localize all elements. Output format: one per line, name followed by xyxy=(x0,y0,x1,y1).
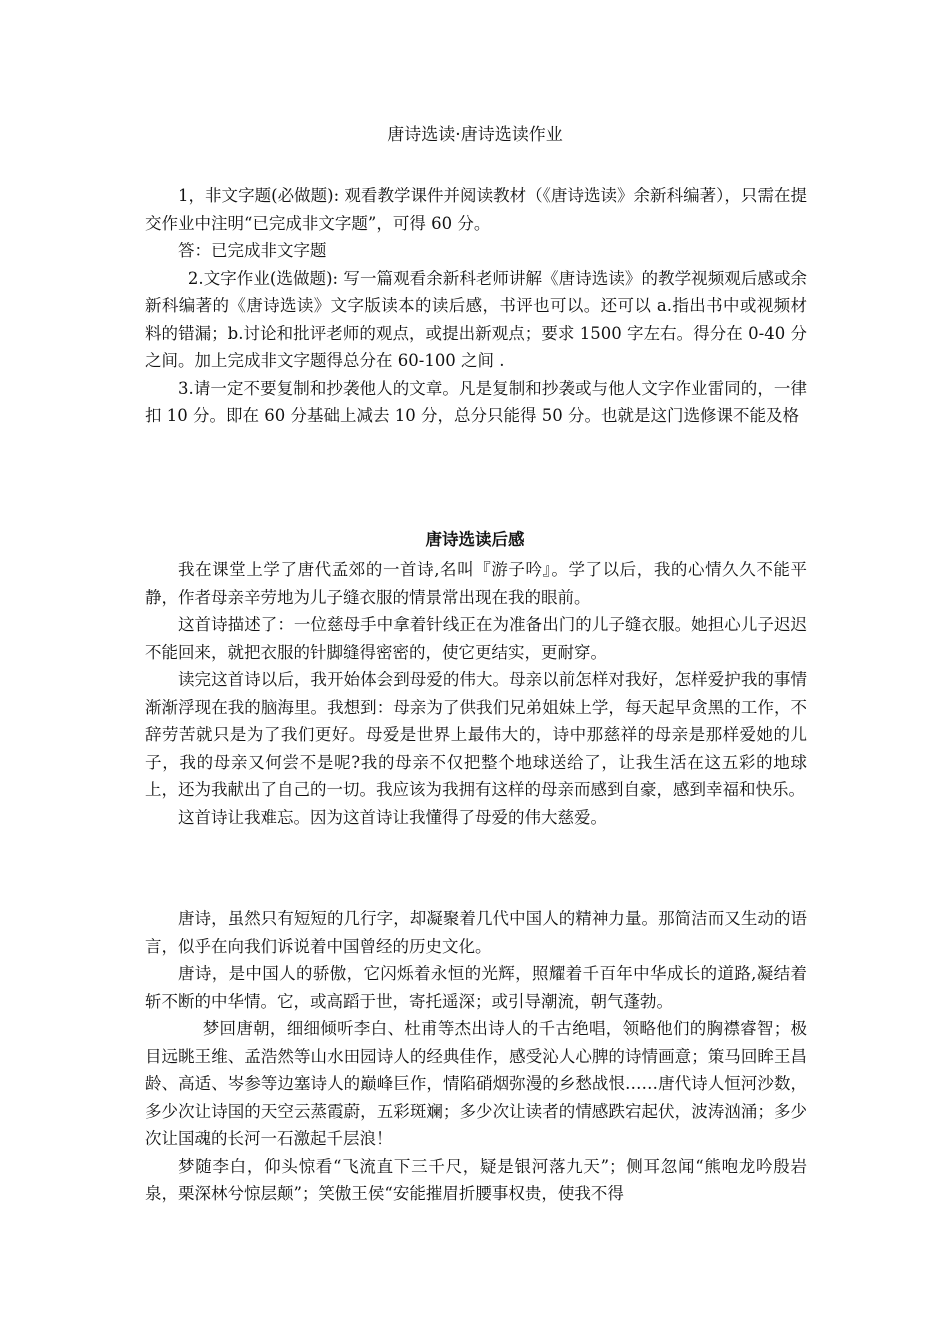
essay-paragraph: 这首诗让我难忘。因为这首诗让我懂得了母爱的伟大慈爱。 xyxy=(178,807,607,827)
essay-paragraph: 梦随李白，仰头惊看“飞流直下三千尺，疑是银河落九天”；侧耳忽闻“熊咆龙吟殷岩泉，栗深林兮惊层颠”；笑傲王侯“安能摧眉折腰事权贵，使我不得 xyxy=(145,1156,807,1203)
essay-paragraph: 我在课堂上学了唐代孟郊的一首诗,名叫『游子吟』。学了以后，我的心情久久不能平静，作者母亲辛劳地为儿子缝衣服的情景常出现在我的眼前。 xyxy=(145,560,807,607)
essay-paragraph: 这首诗描述了：一位慈母手中拿着针线正在为准备出门的儿子缝衣服。她担心儿子迟迟不能回来，就把衣服的针脚缝得密密的，使它更结实，更耐穿。 xyxy=(145,615,807,662)
instruction-1: 1，非文字题(必做题): 观看教学课件并阅读教材（《唐诗选读》余新科编著），只需在提交作业中注明“已完成非文字题”，可得 60 分。 xyxy=(145,186,807,233)
document-title: 唐诗选读·唐诗选读作业 xyxy=(387,125,563,145)
instruction-2: 2.文字作业(选做题): 写一篇观看余新科老师讲解《唐诗选读》的教学视频观后感或余新科编著的《唐诗选读》文字版读本的读后感，书评也可以。还可以 a.指出书中或视频材料的错漏；b.讨论和批评老师的观点，或提出新观点；要求 1500 字左右。得分在 0-40 分之间。加上完成非文字题得总分在 60-100 之间 . xyxy=(145,268,807,370)
essay-paragraph: 读完这首诗以后，我开始体会到母爱的伟大。母亲以前怎样对我好，怎样爱护我的事情渐渐浮现在我的脑海里。我想到：母亲为了供我们兄弟姐妹上学，每天起早贪黑的工作，不辞劳苦就只是为了我们更好。母爱是世界上最伟大的，诗中那慈祥的母亲是那样爱她的儿子，我的母亲又何尝不是呢?我的母亲不仅把整个地球送给了，让我生活在这五彩的地球上，还为我献出了自己的一切。我应该为我拥有这样的母亲而感到自豪，感到幸福和快乐。 xyxy=(145,670,807,799)
essay-heading: 唐诗选读后感 xyxy=(425,530,525,549)
essay-paragraph: 唐诗，是中国人的骄傲，它闪烁着永恒的光辉，照耀着千百年中华成长的道路,凝结着斩不断的中华情。它，或高蹈于世，寄托遥深；或引导潮流，朝气蓬勃。 xyxy=(145,964,807,1011)
essay-paragraph: 唐诗，虽然只有短短的几行字，却凝聚着几代中国人的精神力量。那简洁而又生动的语言，似乎在向我们诉说着中国曾经的历史文化。 xyxy=(145,909,807,956)
essay-part-2 xyxy=(145,905,807,1208)
instructions-section xyxy=(145,182,807,430)
essay-part-1 xyxy=(145,556,807,831)
instruction-3: 3.请一定不要复制和抄袭他人的文章。凡是复制和抄袭或与他人文字作业雷同的，一律扣 10 分。即在 60 分基础上减去 10 分，总分只能得 50 分。也就是这门选修课不能及格 xyxy=(145,378,807,425)
answer-line: 答：已完成非文字题 xyxy=(178,241,327,260)
essay-paragraph: 梦回唐朝，细细倾听李白、杜甫等杰出诗人的千古绝唱，领略他们的胸襟睿智；极目远眺王维、孟浩然等山水田园诗人的经典佳作，感受沁人心脾的诗情画意；策马回眸王昌龄、高适、岑参等边塞诗人的巅峰巨作，情陷硝烟弥漫的乡愁战恨……唐代诗人恒河沙数，多少次让诗国的天空云蒸霞蔚，五彩斑斓；多少次让读者的情感跌宕起伏，波涛汹涌；多少次让国魂的长河一石激起千层浪！ xyxy=(145,1019,807,1148)
